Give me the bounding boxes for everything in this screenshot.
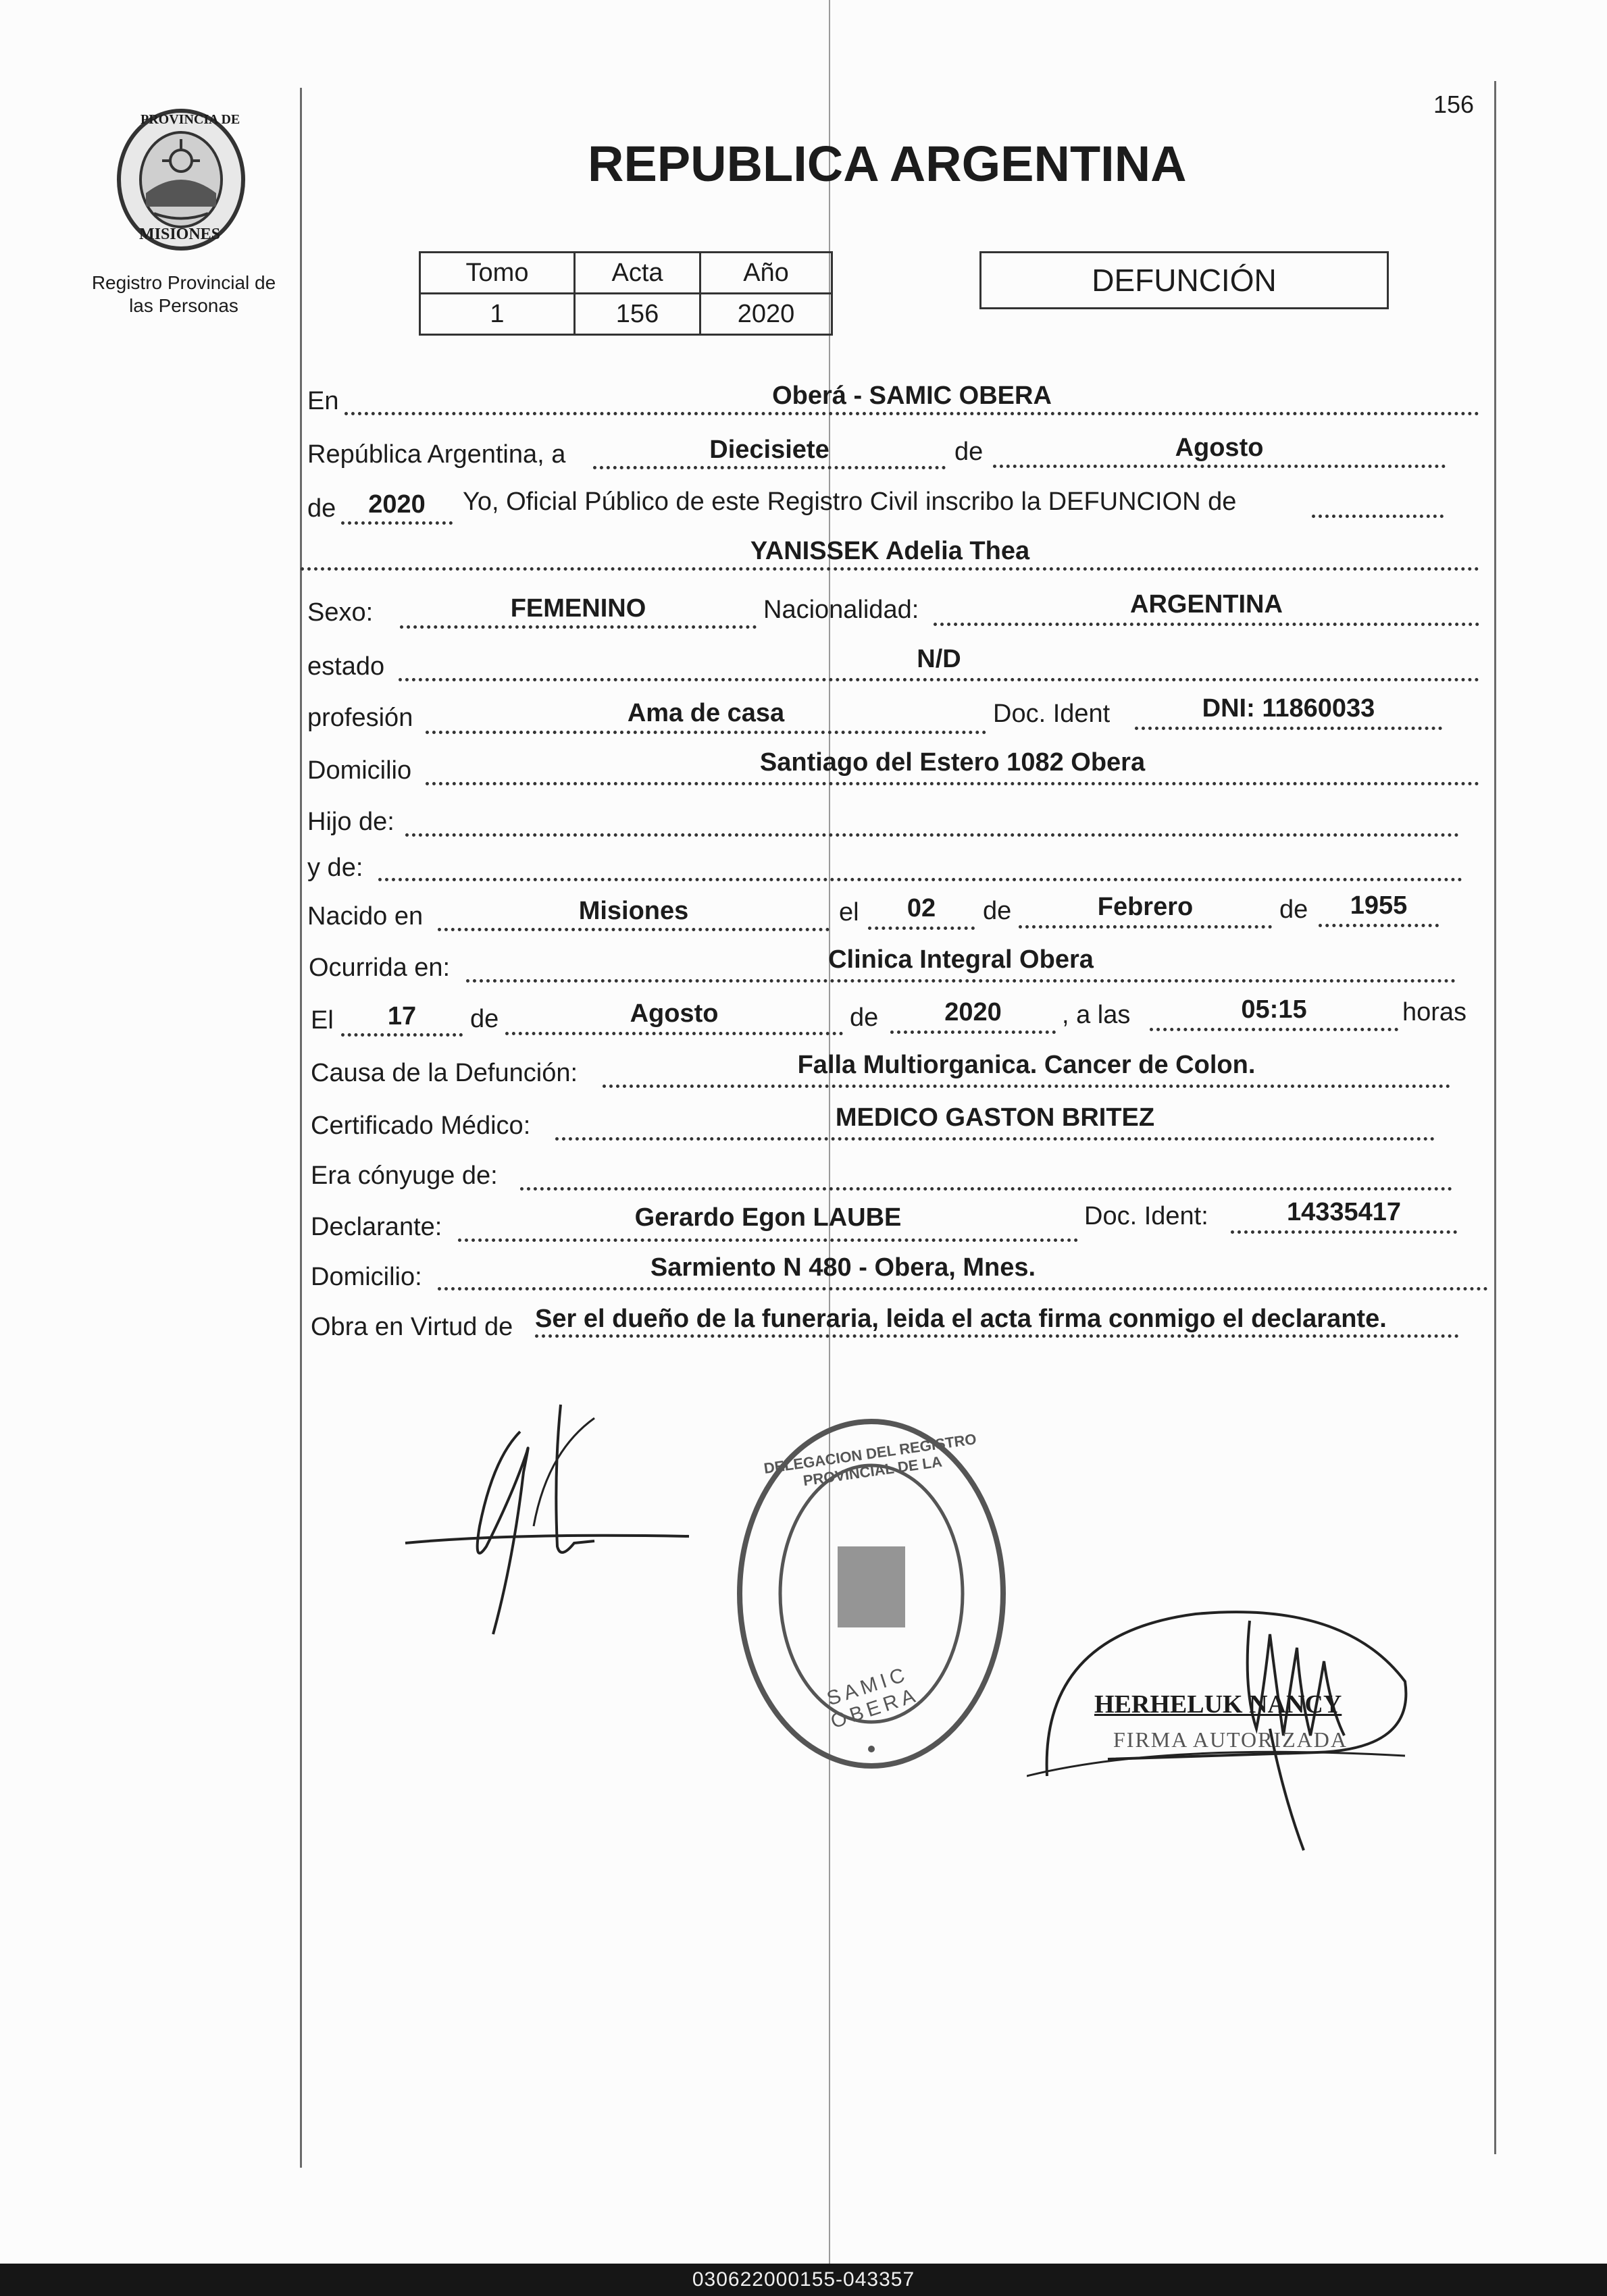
official-seal-name: HERHELUK NANCY (1094, 1690, 1342, 1719)
alas-label: , a las (1062, 1001, 1131, 1029)
table-cell-tomo: 1 (420, 294, 575, 335)
doc-ident2-label: Doc. Ident: (1084, 1202, 1208, 1230)
domicilio-dotted-line (426, 782, 1479, 785)
sexo-label: Sexo: (307, 598, 374, 627)
province-coat-of-arms-logo (113, 105, 249, 254)
official-seal (1027, 1573, 1419, 1857)
de-label-4: de (1279, 895, 1308, 924)
en-label: En (307, 387, 339, 415)
declarante-value: Gerardo Egon LAUBE (634, 1203, 902, 1232)
death-el-label: El (311, 1006, 334, 1035)
death-day-value: 17 (387, 1002, 417, 1030)
death-time-value: 05:15 (1241, 995, 1307, 1024)
en-dotted-line (345, 412, 1479, 415)
page-number: 156 (1433, 90, 1475, 118)
horas-label: horas (1402, 998, 1467, 1026)
death-month-dotted-line (505, 1032, 843, 1035)
declarante-dotted-line (458, 1238, 1078, 1242)
table-header-acta: Acta (575, 253, 700, 294)
yde-label: y de: (307, 854, 363, 882)
certificado-dotted-line (555, 1137, 1435, 1141)
domicilio2-value: Sarmiento N 480 - Obera, Mnes. (650, 1253, 1036, 1282)
month-dotted-line (993, 465, 1446, 468)
de-label-6: de (850, 1003, 879, 1032)
nacido-place-value: Misiones (578, 897, 689, 925)
footer-document-code: 030622000155-043357 (0, 2264, 1607, 2296)
page-title: REPUBLICA ARGENTINA (588, 136, 1187, 192)
nacionalidad-value: ARGENTINA (1130, 590, 1283, 619)
stamp-bottom-text: SAMIC OBERA (824, 1663, 922, 1733)
left-margin-line (300, 88, 302, 2168)
republica-label: República Argentina, a (307, 440, 566, 469)
en-value: Oberá - SAMIC OBERA (772, 382, 1052, 410)
domicilio2-dotted-line (438, 1287, 1488, 1290)
ocurrida-dotted-line (466, 979, 1456, 983)
death-year-dotted-line (890, 1030, 1056, 1034)
domicilio-label: Domicilio (307, 756, 412, 785)
official-seal-role: FIRMA AUTORIZADA (1113, 1727, 1348, 1752)
table-cell-ano: 2020 (700, 294, 832, 335)
profesion-value: Ama de casa (627, 699, 785, 727)
de-label-3: de (983, 897, 1012, 925)
obra-value: Ser el dueño de la funeraria, leida el acta firma conmigo el declarante. (535, 1305, 1387, 1333)
oficial-text: Yo, Oficial Público de este Registro Civil inscribo la DEFUNCION de (463, 488, 1237, 516)
causa-dotted-line (603, 1085, 1450, 1088)
conyuge-dotted-line (520, 1187, 1452, 1191)
ocurrida-value: Clinica Integral Obera (828, 945, 1094, 974)
deceased-name-value: YANISSEK Adelia Thea (750, 537, 1030, 565)
doc-ident-dotted-line (1135, 727, 1442, 730)
death-month-value: Agosto (630, 999, 719, 1028)
death-time-dotted-line (1150, 1028, 1398, 1031)
logo-ring-text-top: PROVINCIA DE (141, 112, 240, 127)
nacido-day-value: 02 (907, 894, 936, 922)
death-year-value: 2020 (944, 998, 1002, 1026)
death-day-dotted-line (341, 1033, 463, 1037)
day-words-value: Diecisiete (709, 436, 830, 464)
registration-table (419, 251, 833, 336)
nacido-label: Nacido en (307, 902, 424, 931)
nacido-year-dotted-line (1319, 924, 1439, 927)
doc-ident2-dotted-line (1231, 1230, 1457, 1234)
nacido-month-value: Febrero (1097, 893, 1194, 921)
profesion-label: profesión (307, 704, 413, 732)
year-dotted-line (341, 521, 453, 525)
registry-oval-stamp (730, 1411, 1013, 1776)
registry-caption-line2: las Personas (129, 295, 238, 316)
causa-value: Falla Multiorganica. Cancer de Colon. (797, 1051, 1256, 1079)
de-label-2: de (307, 494, 336, 523)
de-label-1: de (954, 438, 984, 466)
nacido-month-dotted-line (1019, 925, 1272, 929)
hijo-label: Hijo de: (307, 808, 394, 836)
obra-label: Obra en Virtud de (311, 1313, 513, 1341)
table-header-tomo: Tomo (420, 253, 575, 294)
doc-ident-value: DNI: 11860033 (1202, 694, 1375, 723)
registry-caption-line1: Registro Provincial de (91, 272, 276, 293)
document-type-box: DEFUNCIÓN (979, 251, 1389, 309)
nacido-year-value: 1955 (1350, 891, 1408, 920)
nacido-place-dotted-line (438, 928, 830, 931)
domicilio2-label: Domicilio: (311, 1263, 422, 1291)
domicilio-value: Santiago del Estero 1082 Obera (759, 748, 1146, 777)
doc-ident-label: Doc. Ident (993, 700, 1111, 728)
logo-ring-text-bottom: MISIONES (139, 226, 221, 243)
stamp-ring-text: DELEGACION DEL REGISTRO PROVINCIAL DE LA (763, 1430, 978, 1490)
estado-value: N/D (917, 645, 961, 673)
sexo-value: FEMENINO (510, 594, 646, 623)
day-dotted-line (593, 466, 946, 469)
certificado-value: MEDICO GASTON BRITEZ (835, 1103, 1155, 1132)
nacionalidad-dotted-line (934, 623, 1479, 626)
table-header-ano: Año (700, 253, 832, 294)
profesion-dotted-line (426, 731, 986, 734)
causa-label: Causa de la Defunción: (311, 1059, 578, 1087)
year-value: 2020 (368, 490, 426, 519)
estado-dotted-line (399, 678, 1479, 681)
registry-caption (76, 271, 292, 317)
doc-ident2-value: 14335417 (1286, 1198, 1402, 1226)
declarant-signature (392, 1391, 703, 1648)
declarante-label: Declarante: (311, 1213, 442, 1241)
month-value: Agosto (1175, 434, 1264, 462)
nacionalidad-label: Nacionalidad: (763, 596, 919, 624)
deceased-name-dotted-line (301, 567, 1479, 571)
right-margin-line (1494, 81, 1496, 2154)
nacido-day-dotted-line (868, 927, 975, 930)
hijo-dotted-line (405, 833, 1459, 837)
de-label-5: de (470, 1005, 499, 1033)
ocurrida-label: Ocurrida en: (309, 954, 451, 982)
nacido-el-label: el (839, 898, 859, 927)
estado-label: estado (307, 652, 385, 681)
yde-dotted-line (378, 878, 1462, 881)
certificado-label: Certificado Médico: (311, 1112, 531, 1140)
table-cell-acta: 156 (575, 294, 700, 335)
obra-dotted-line (535, 1334, 1459, 1338)
sexo-dotted-line (400, 625, 757, 629)
conyuge-label: Era cónyuge de: (311, 1162, 498, 1190)
deceased-dotted-line-end (1312, 515, 1444, 518)
